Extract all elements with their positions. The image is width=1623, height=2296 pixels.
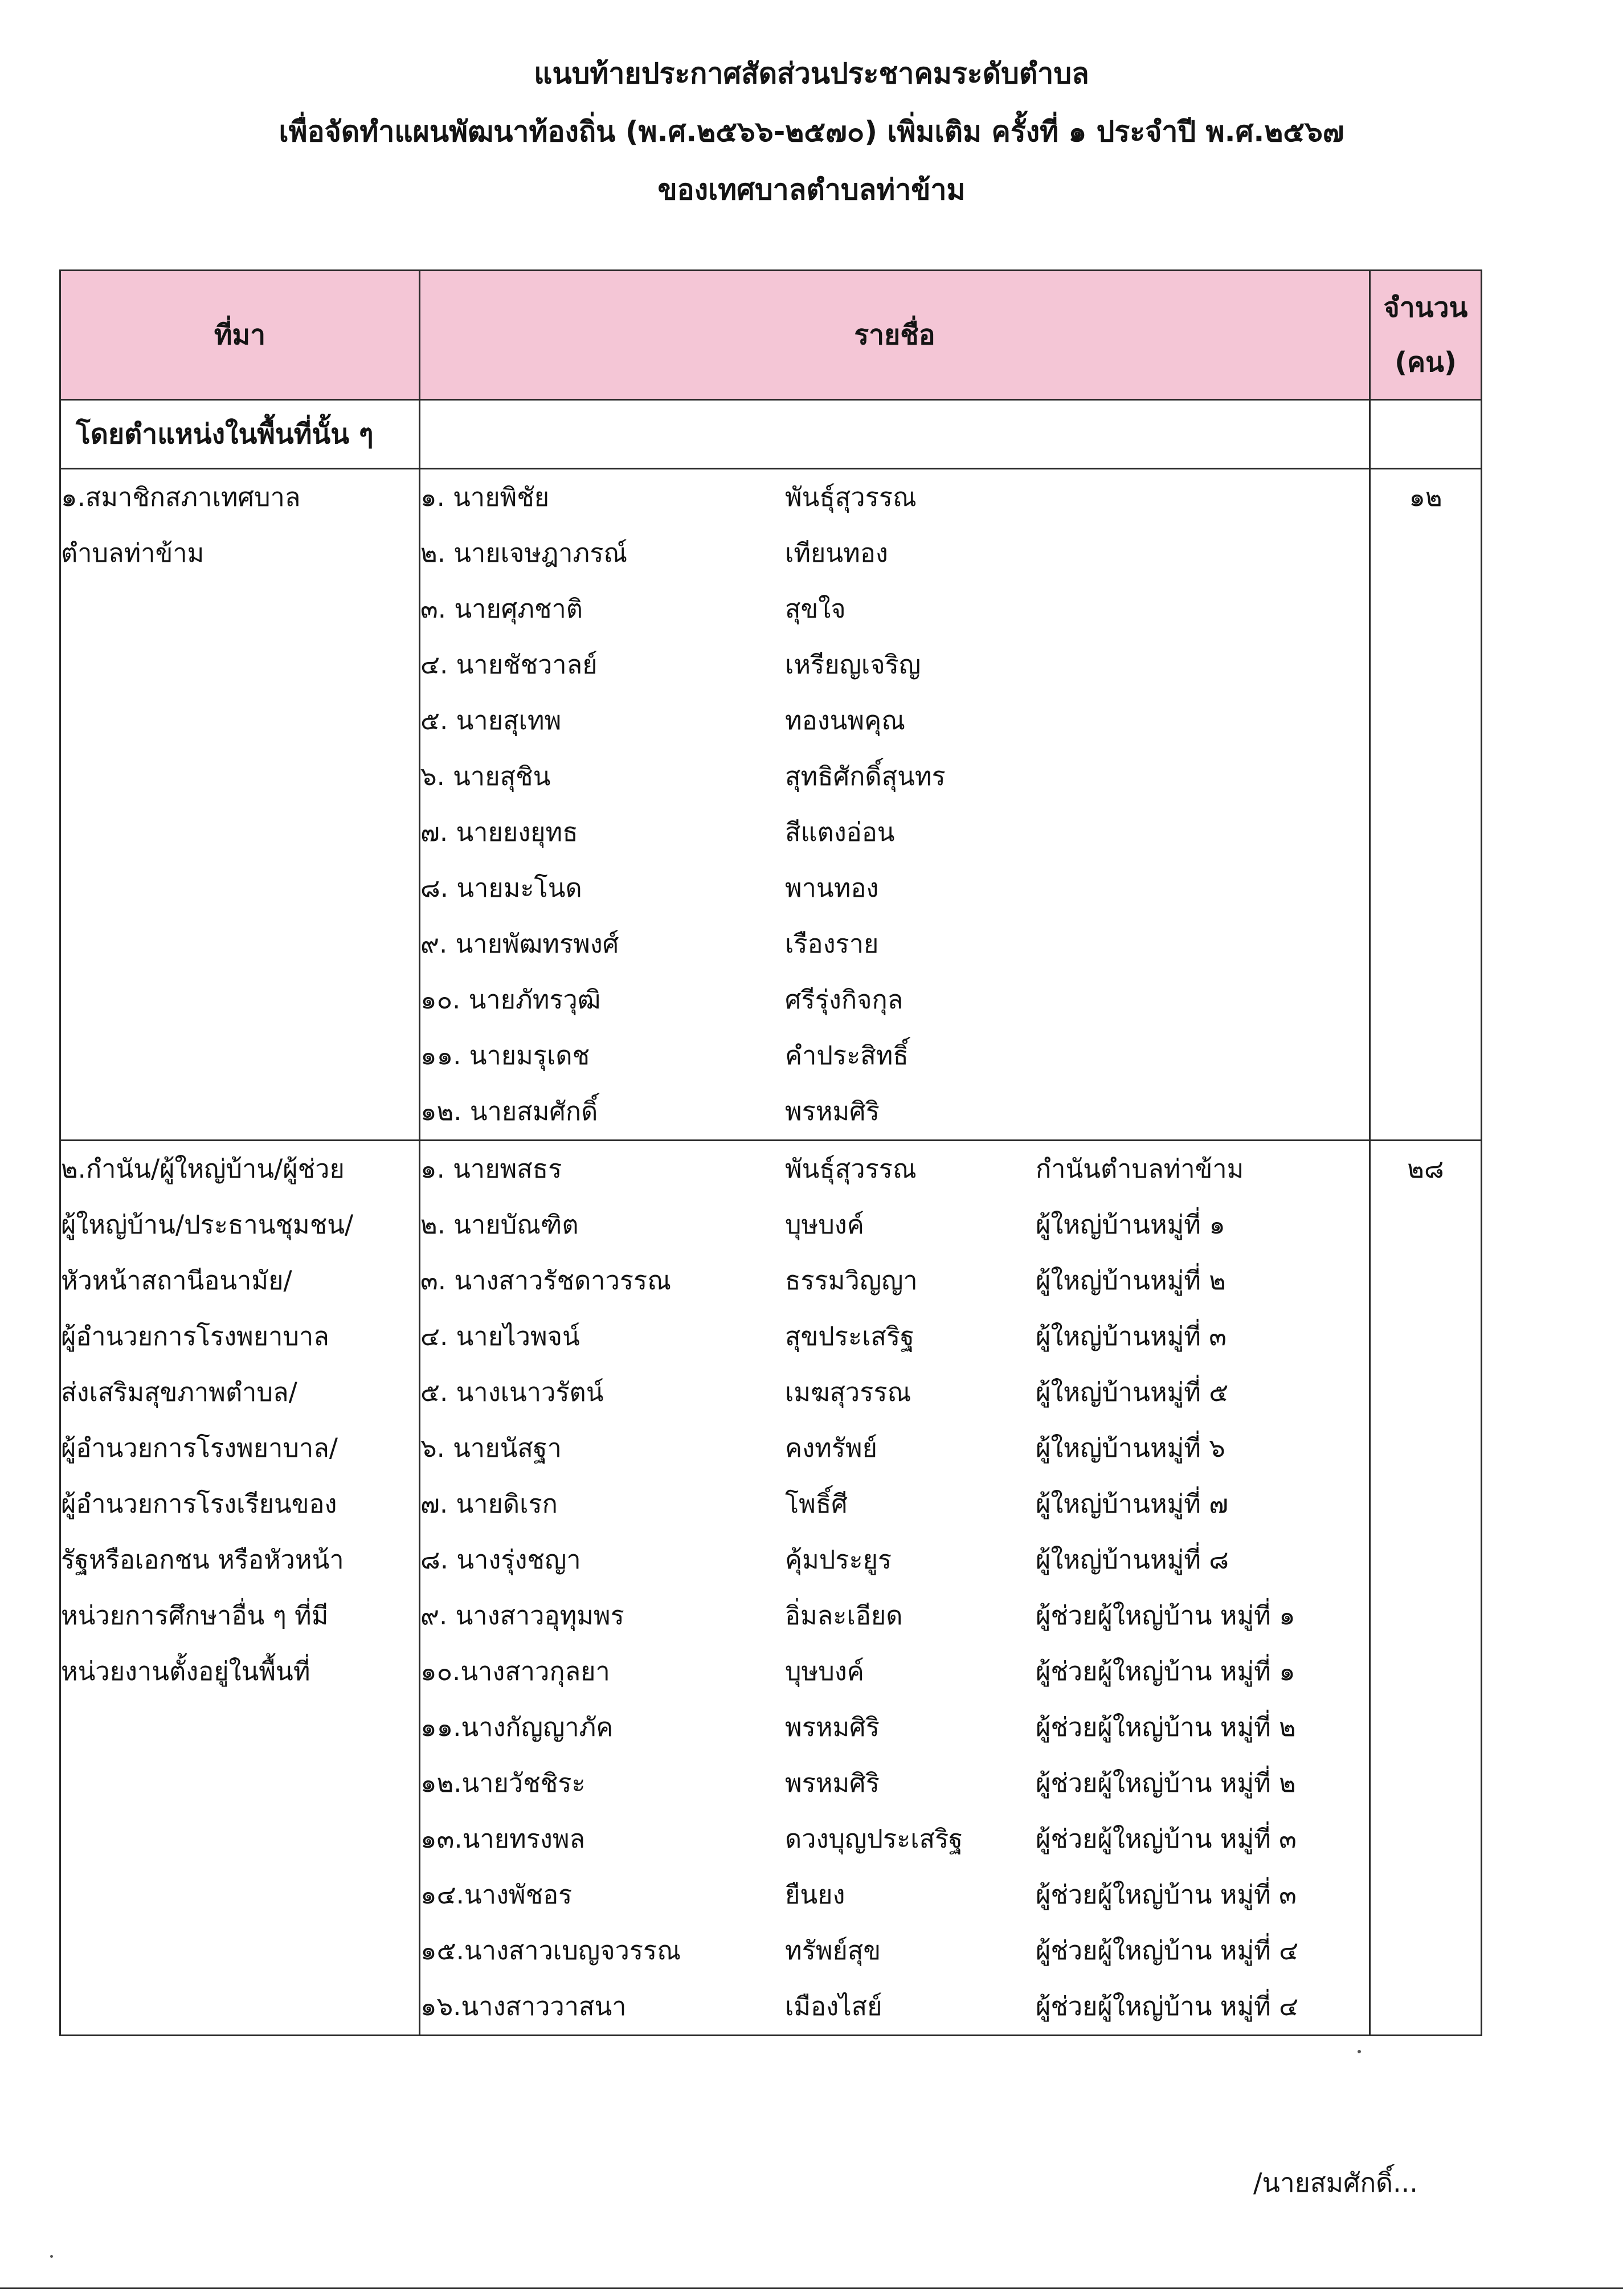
continuation-note: /นายสมศักดิ์...: [1253, 2167, 1418, 2198]
scan-speck: [1358, 2050, 1361, 2053]
group-council-count: ๑๒: [1370, 469, 1482, 1141]
members-table: [59, 269, 1482, 2036]
title-line-3: ของเทศบาลตำบลท่าข้าม: [657, 173, 966, 206]
list-item: [420, 637, 1369, 693]
source-line: ผู้อำนวยการโรงพยาบาล/: [61, 1433, 338, 1463]
list-item: [420, 469, 1369, 525]
person-surname: เหรียญเจริญ: [785, 649, 921, 680]
list-item: [420, 804, 1369, 860]
person-name: ๒. นายเจษฎาภรณ์: [420, 538, 628, 568]
source-line: ตำบลท่าข้าม: [61, 538, 205, 568]
person-surname: ทรัพย์สุข: [785, 1935, 881, 1966]
person-position: ผู้ช่วยผู้ใหญ่บ้าน หมู่ที่ ๔: [1036, 1991, 1299, 2021]
source-line: รัฐหรือเอกชน หรือหัวหน้า: [61, 1545, 344, 1575]
person-name: ๖. นายสุชิน: [420, 761, 551, 791]
list-item: [420, 916, 1369, 972]
person-name: ๑๐. นายภัทรวุฒิ: [420, 984, 601, 1015]
list-item: [420, 525, 1369, 581]
person-name: ๔. นายชัชวาลย์: [420, 649, 598, 680]
person-position: ผู้ช่วยผู้ใหญ่บ้าน หมู่ที่ ๓: [1036, 1880, 1297, 1910]
list-item: [420, 1699, 1369, 1755]
list-item: [420, 1979, 1369, 2034]
subheading-label: โดยตำแหน่งในพื้นที่นั้น ๆ: [60, 400, 420, 469]
person-surname: ศรีรุ่งกิจกุล: [785, 984, 904, 1015]
list-item: [420, 1084, 1369, 1139]
person-position: ผู้ใหญ่บ้านหมู่ที่ ๘: [1036, 1545, 1229, 1575]
list-item: [420, 1923, 1369, 1979]
person-name: ๑๓.นายทรงพล: [420, 1824, 586, 1854]
person-surname: คงทรัพย์: [785, 1433, 877, 1463]
person-name: ๑๒. นายสมศักดิ์: [420, 1096, 598, 1126]
person-position: ผู้ช่วยผู้ใหญ่บ้าน หมู่ที่ ๒: [1036, 1712, 1296, 1742]
list-item: [420, 1420, 1369, 1476]
person-position: ผู้ช่วยผู้ใหญ่บ้าน หมู่ที่ ๒: [1036, 1768, 1296, 1798]
person-name: ๕. นายสุเทพ: [420, 705, 562, 736]
list-item: [420, 1588, 1369, 1644]
person-surname: ทองนพคุณ: [785, 705, 905, 736]
person-name: ๑๖.นางสาววาสนา: [420, 1991, 627, 2021]
person-name: ๑. นายพสธร: [420, 1154, 562, 1184]
list-item: [420, 749, 1369, 804]
subheading-empty-names: [420, 400, 1370, 469]
person-surname: เมฆสุวรรณ: [785, 1377, 911, 1407]
person-surname: พรหมศิริ: [785, 1096, 880, 1126]
person-surname: ธรรมวิญญา: [785, 1265, 918, 1296]
list-item: [420, 1028, 1369, 1084]
list-item: [420, 1253, 1369, 1309]
person-surname: คุ้มประยูร: [785, 1545, 892, 1575]
list-item: [420, 1811, 1369, 1867]
person-position: ผู้ช่วยผู้ใหญ่บ้าน หมู่ที่ ๓: [1036, 1824, 1297, 1854]
group-village-row: [60, 1141, 1482, 2036]
title-line-1: แนบท้ายประกาศสัดส่วนประชาคมระดับตำบล: [534, 57, 1089, 90]
person-position: ผู้ใหญ่บ้านหมู่ที่ ๑: [1036, 1210, 1225, 1240]
list-item: [420, 1364, 1369, 1420]
title-line-2: เพื่อจัดทำแผนพัฒนาท้องถิ่น (พ.ศ.๒๕๖๖-๒๕๗๐) เพิ่มเติม ครั้งที่ ๑ ประจำปี พ.ศ.๒๕๖๗: [279, 115, 1344, 148]
source-line: ผู้อำนวยการโรงเรียนของ: [61, 1489, 337, 1519]
person-position: กำนันตำบลท่าข้าม: [1036, 1154, 1244, 1184]
table-header-row: [60, 271, 1482, 400]
list-item: [420, 1476, 1369, 1532]
person-name: ๖. นายนัสฐา: [420, 1433, 562, 1463]
source-line: หัวหน้าสถานีอนามัย/: [61, 1265, 292, 1296]
person-surname: สุขใจ: [785, 594, 846, 624]
person-position: ผู้ใหญ่บ้านหมู่ที่ ๓: [1036, 1321, 1227, 1351]
person-surname: พันธุ์สุวรรณ: [785, 1154, 917, 1184]
source-line: ๑.สมาชิกสภาเทศบาล: [61, 482, 301, 512]
person-surname: สีแตงอ่อน: [785, 817, 895, 847]
person-surname: สุทธิศักดิ์สุนทร: [785, 761, 946, 791]
person-position: ผู้ช่วยผู้ใหญ่บ้าน หมู่ที่ ๑: [1036, 1600, 1295, 1631]
person-name: ๓. นายศุภชาติ: [420, 594, 583, 624]
person-surname: บุษบงค์: [785, 1210, 864, 1240]
list-item: [420, 1644, 1369, 1699]
person-surname: บุษบงค์: [785, 1656, 864, 1686]
person-surname: เทียนทอง: [785, 538, 888, 568]
list-item: [420, 1141, 1369, 1197]
person-surname: พรหมศิริ: [785, 1712, 880, 1742]
list-item: [420, 1867, 1369, 1923]
source-line: ๒.กำนัน/ผู้ใหญ่บ้าน/ผู้ช่วย: [61, 1154, 345, 1184]
person-name: ๙. นายพัฒทรพงศ์: [420, 929, 619, 959]
person-name: ๑๔.นางพัชอร: [420, 1880, 573, 1910]
person-name: ๑. นายพิชัย: [420, 482, 550, 512]
person-surname: พันธุ์สุวรรณ: [785, 482, 917, 512]
person-surname: คำประสิทธิ์: [785, 1040, 909, 1071]
person-name: ๗. นายยงยุทธ: [420, 817, 578, 847]
source-line: ผู้ใหญ่บ้าน/ประธานชุมชน/: [61, 1210, 354, 1240]
source-line: หน่วยการศึกษาอื่น ๆ ที่มี: [61, 1600, 329, 1631]
list-item: [420, 693, 1369, 749]
person-name: ๕. นางเนาวรัตน์: [420, 1377, 604, 1407]
header-source: ที่มา: [60, 271, 420, 400]
list-item: [420, 1197, 1369, 1253]
person-name: ๙. นางสาวอุทุมพร: [420, 1600, 624, 1631]
subheading-empty-count: [1370, 400, 1482, 469]
group-village-names: [420, 1141, 1370, 2036]
source-line: ผู้อำนวยการโรงพยาบาล: [61, 1321, 329, 1351]
person-surname: พานทอง: [785, 873, 879, 903]
group-council-row: [60, 469, 1482, 1141]
source-line: หน่วยงานตั้งอยู่ในพื้นที่: [61, 1656, 310, 1686]
person-name: ๘. นางรุ่งชญา: [420, 1545, 581, 1575]
document-header: [0, 44, 1623, 219]
person-name: ๑๒.นายวัชชิระ: [420, 1768, 586, 1798]
header-count: [1370, 271, 1482, 400]
person-surname: ยืนยง: [785, 1880, 845, 1910]
person-name: ๑๐.นางสาวกุลยา: [420, 1656, 610, 1686]
scan-speck: [50, 2255, 53, 2258]
bottom-rule: [0, 2287, 1623, 2289]
header-count-line1: จำนวน: [1383, 292, 1468, 324]
group-village-count: ๒๘: [1370, 1141, 1482, 2036]
person-name: ๔. นายไวพจน์: [420, 1321, 580, 1351]
group-council-names: [420, 469, 1370, 1141]
list-item: [420, 1755, 1369, 1811]
person-name: ๗. นายดิเรก: [420, 1489, 558, 1519]
person-name: ๑๑. นายมรุเดช: [420, 1040, 590, 1071]
list-item: [420, 581, 1369, 637]
person-surname: เรืองราย: [785, 929, 879, 959]
person-surname: เมืองไสย์: [785, 1991, 882, 2021]
person-surname: โพธิ์ศี: [785, 1489, 848, 1519]
person-name: ๑๑.นางกัญญาภัค: [420, 1712, 614, 1742]
person-surname: สุขประเสริฐ: [785, 1321, 914, 1351]
group-council-source: [60, 469, 420, 1141]
person-position: ผู้ใหญ่บ้านหมู่ที่ ๗: [1036, 1489, 1229, 1519]
list-item: [420, 1532, 1369, 1588]
list-item: [420, 860, 1369, 916]
person-surname: ดวงบุญประเสริฐ: [785, 1824, 963, 1854]
person-name: ๑๕.นางสาวเบญจวรรณ: [420, 1935, 681, 1966]
subheading-row: [60, 400, 1482, 469]
person-surname: พรหมศิริ: [785, 1768, 880, 1798]
person-position: ผู้ใหญ่บ้านหมู่ที่ ๖: [1036, 1433, 1225, 1463]
person-name: ๒. นายบัณฑิต: [420, 1210, 579, 1240]
list-item: [420, 1309, 1369, 1364]
person-name: ๘. นายมะโนด: [420, 873, 582, 903]
person-surname: อิ่มละเอียด: [785, 1600, 903, 1631]
person-position: ผู้ช่วยผู้ใหญ่บ้าน หมู่ที่ ๑: [1036, 1656, 1295, 1686]
person-position: ผู้ใหญ่บ้านหมู่ที่ ๒: [1036, 1265, 1226, 1296]
header-names: รายชื่อ: [420, 271, 1370, 400]
source-line: ส่งเสริมสุขภาพตำบล/: [61, 1377, 297, 1407]
list-item: [420, 972, 1369, 1028]
header-count-line2: (คน): [1395, 346, 1457, 378]
person-position: ผู้ช่วยผู้ใหญ่บ้าน หมู่ที่ ๔: [1036, 1935, 1299, 1966]
person-name: ๓. นางสาวรัชดาวรรณ: [420, 1265, 671, 1296]
person-position: ผู้ใหญ่บ้านหมู่ที่ ๕: [1036, 1377, 1229, 1407]
group-village-source: [60, 1141, 420, 2036]
